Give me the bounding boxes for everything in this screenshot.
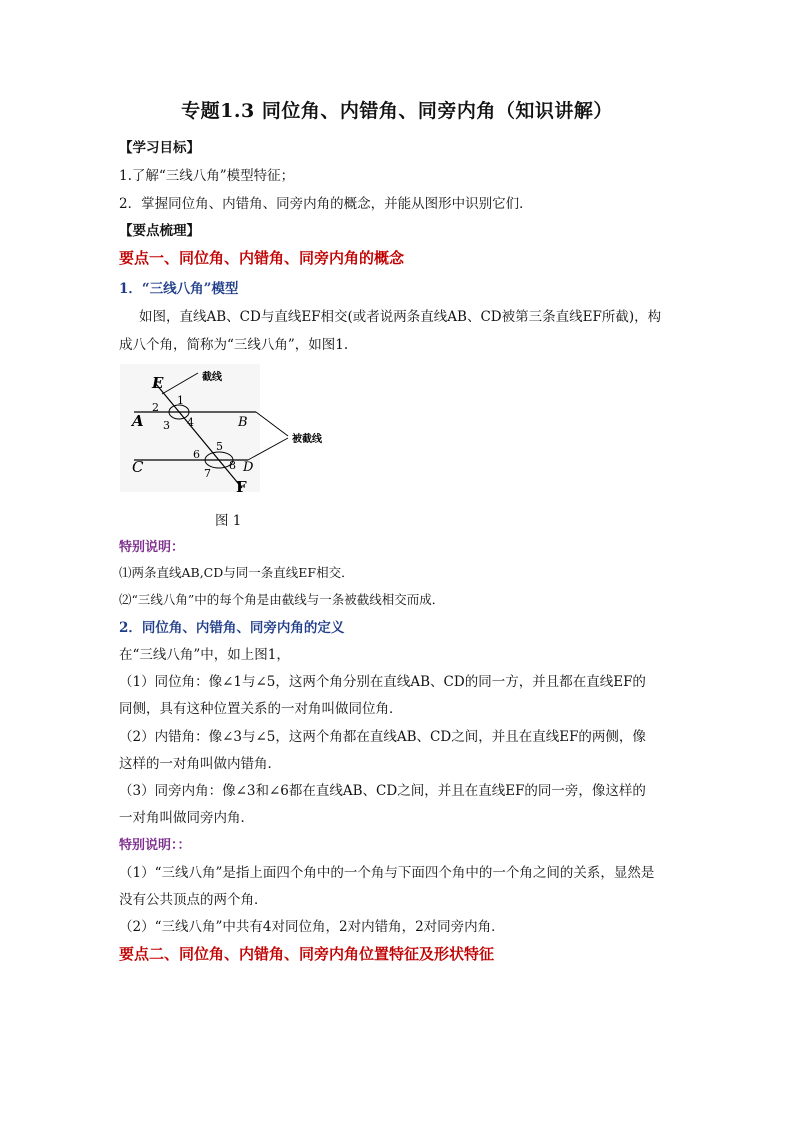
def2-line2: 这样的一对角叫做内错角． [119, 756, 281, 772]
label-transversal: 截线 [202, 372, 222, 383]
objective-2: 2．掌握同位角、内错角、同旁内角的概念，并能从图形中识别它们． [119, 196, 533, 212]
note2-item1-line2: 没有公共顶点的两个角． [119, 892, 268, 908]
pointer-cut-line-ab [256, 412, 288, 436]
note1-item1: ⑴两条直线AB,CD与同一条直线EF相交． [119, 565, 354, 580]
sub1-paragraph-line2: 成八个角，简称为“三线八角”，如图1. [119, 337, 349, 353]
note1-heading: 特别说明： [119, 540, 185, 555]
note1-item2: ⑵“三线八角”中的每个角是由截线与一条被截线相交而成． [119, 592, 445, 607]
sub1-heading: 1．“三线八角”模型 [119, 281, 239, 297]
def3-line2: 一对角叫做同旁内角． [119, 810, 254, 826]
objective-1: 1.了解“三线八角”模型特征； [119, 168, 295, 184]
label-a: A [132, 412, 144, 430]
figure-caption: 图 1 [215, 513, 242, 529]
key-points-heading: 【要点梳理】 [119, 223, 200, 239]
angle-4: 4 [187, 416, 194, 429]
note2-item1-line1: （1）“三线八角”是指上面四个角中的一个角与下面四个角中的一个角之间的关系，显然是 [119, 865, 655, 881]
objectives-heading: 【学习目标】 [119, 140, 200, 156]
def2-line1: （2）内错角：像∠3与∠5，这两个角都在直线AB、CD之间，并且在直线EF的两侧，像 [119, 729, 646, 745]
label-d: D [243, 460, 254, 475]
angle-7: 7 [204, 467, 211, 480]
sub2-intro: 在“三线八角”中，如上图1， [119, 647, 290, 663]
point1-heading: 要点一、同位角、内错角、同旁内角的概念 [119, 249, 405, 267]
angle-3: 3 [163, 419, 170, 432]
def1-line2: 同侧，具有这种位置关系的一对角叫做同位角． [119, 701, 403, 717]
label-b: B [238, 415, 248, 430]
label-cut-lines: 被截线 [292, 434, 322, 445]
label-c: C [132, 458, 144, 476]
sub2-heading: 2．同位角、内错角、同旁内角的定义 [119, 620, 345, 636]
note2-item2: （2）“三线八角”中共有4对同位角，2对内错角，2对同旁内角． [119, 919, 505, 935]
def1-line1: （1）同位角：像∠1与∠5，这两个角分别在直线AB、CD的同一方，并且都在直线EF的 [119, 674, 646, 690]
angle-1: 1 [177, 394, 184, 407]
sub1-paragraph-line1: 如图，直线AB、CD与直线EF相交(或者说两条直线AB、CD被第三条直线EF所截)，构 [139, 309, 662, 325]
note2-heading: 特别说明：： [119, 838, 191, 853]
def3-line1: （3）同旁内角：像∠3和∠6都在直线AB、CD之间，并且在直线EF的同一旁，像这样的 [119, 783, 646, 799]
angle-2: 2 [152, 401, 159, 414]
angle-8: 8 [229, 459, 236, 472]
page-title: 专题1.3 同位角、内错角、同旁内角（知识讲解） [181, 100, 613, 122]
three-lines-eight-angles-figure [120, 364, 370, 494]
angle-6: 6 [193, 448, 200, 461]
label-e: E [152, 374, 164, 392]
label-f: F [236, 478, 247, 494]
angle-5: 5 [216, 440, 223, 453]
point2-heading: 要点二、同位角、内错角、同旁内角位置特征及形状特征 [119, 945, 495, 963]
